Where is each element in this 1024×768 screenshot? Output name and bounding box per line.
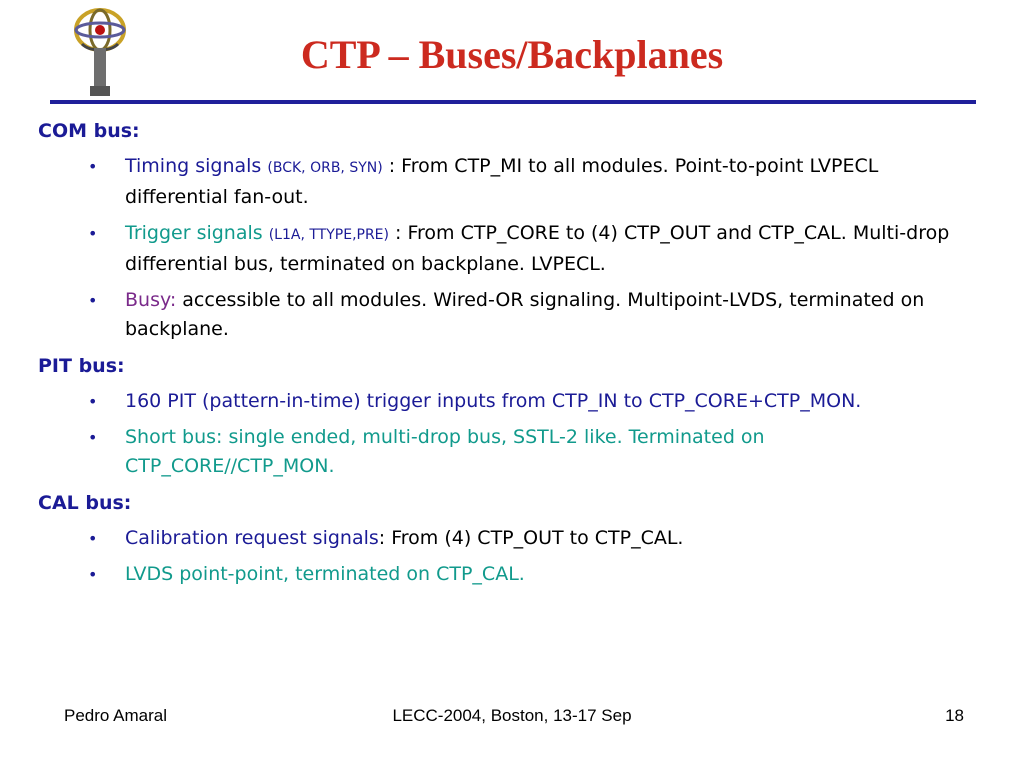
list-item	[38, 423, 978, 481]
list-item	[38, 560, 978, 589]
section-heading-cal: CAL bus:	[38, 492, 132, 514]
bullet-text: 160 PIT (pattern-in-time) trigger inputs from CTP_IN to CTP_CORE+CTP_MON.	[125, 390, 862, 412]
section-heading-com: COM bus:	[38, 120, 140, 142]
bullet-label: Timing signals	[125, 155, 262, 177]
slide-content	[38, 116, 978, 596]
bullet-detail: (L1A, TTYPE,PRE)	[268, 227, 389, 243]
bullet-icon: •	[88, 224, 98, 243]
bullet-text: Short bus: single ended, multi-drop bus, SSTL-2 like. Terminated on CTP_CORE//CTP_MON.	[125, 426, 765, 477]
bullet-label: Trigger signals	[125, 222, 263, 244]
bullet-icon: •	[88, 291, 98, 310]
bullet-label: Busy:	[125, 289, 177, 311]
bullet-detail: (BCK, ORB, SYN)	[267, 160, 383, 176]
bullet-label: Calibration request signals	[125, 527, 379, 549]
list-item	[38, 387, 978, 416]
bullet-icon: •	[88, 428, 98, 447]
footer-event: LECC-2004, Boston, 13-17 Sep	[392, 706, 632, 725]
footer-author: Pedro Amaral	[64, 706, 167, 725]
list-item	[38, 286, 978, 344]
bullet-text: : From CTP_MI to all modules. Point-to-point LVPECL differential fan-out.	[125, 155, 879, 208]
bullet-icon: •	[88, 565, 98, 584]
bullet-text: LVDS point-point, terminated on CTP_CAL.	[125, 563, 525, 585]
title-rule	[50, 100, 976, 104]
slide-title: CTP – Buses/Backplanes	[300, 32, 724, 77]
section-heading-pit: PIT bus:	[38, 355, 125, 377]
bullet-text: : From CTP_CORE to (4) CTP_OUT and CTP_CAL. Multi-drop differential bus, terminated on backplane. LVPECL.	[125, 222, 950, 275]
list-item	[38, 152, 978, 212]
bullet-icon: •	[88, 529, 98, 548]
list-item	[38, 524, 978, 553]
bullet-icon: •	[88, 157, 98, 176]
bullet-icon: •	[88, 392, 98, 411]
footer-page-number: 18	[945, 706, 964, 725]
bullet-text: accessible to all modules. Wired-OR signaling. Multipoint-LVDS, terminated on backplane.	[125, 289, 925, 340]
bullet-text: : From (4) CTP_OUT to CTP_CAL.	[378, 527, 684, 549]
list-item	[38, 219, 978, 279]
